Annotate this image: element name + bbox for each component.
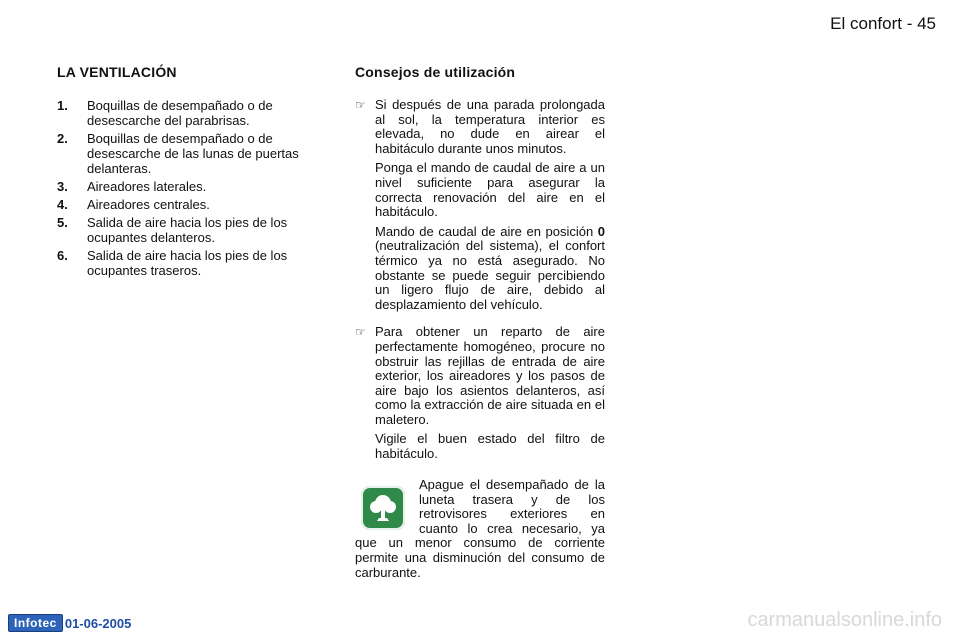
- footer: [8, 614, 131, 632]
- item-text: Salida de aire hacia los pies de los ocupantes traseros.: [87, 248, 288, 278]
- list-item: [57, 179, 322, 194]
- tip-text: (neutralización del sistema), el confort térmico ya no está asegurado. No obstante se puede seguir percibiendo un ligero flujo de aire, debido al desplazamiento del vehículo.: [375, 238, 605, 312]
- list-item: [57, 131, 322, 176]
- usage-tips-section: [355, 64, 605, 475]
- infotec-logo: Infotec: [8, 614, 63, 632]
- item-number: 6.: [57, 248, 68, 263]
- tip-paragraph: Vigile el buen estado del filtro de habitáculo.: [375, 431, 605, 462]
- list-item: [57, 248, 322, 278]
- item-number: 1.: [57, 98, 68, 113]
- tip-item: [355, 98, 605, 317]
- position-zero: 0: [597, 223, 605, 239]
- pointing-hand-icon: ☞: [355, 98, 366, 112]
- list-item: [57, 98, 322, 128]
- edition-date: 01-06-2005: [64, 615, 132, 631]
- item-text: Boquillas de desempañado o de desescarche de las lunas de puertas delanteras.: [87, 131, 299, 176]
- list-item: [57, 197, 322, 212]
- item-number: 4.: [57, 197, 68, 212]
- tip-paragraph: Si después de una parada prolongada al sol, la temperatura interior es elevada, no dude en airear el habitáculo durante unos minutos.: [375, 97, 605, 156]
- item-text: Salida de aire hacia los pies de los ocupantes delanteros.: [87, 215, 288, 245]
- page-header-title: El confort - 45: [830, 14, 936, 33]
- usage-tips-title: Consejos de utilización: [355, 64, 516, 80]
- tree-icon: [361, 486, 405, 530]
- ventilation-section: [57, 64, 322, 281]
- watermark: carmanualsonline.info: [747, 609, 942, 631]
- tip-paragraph: Para obtener un reparto de aire perfectamente homogéneo, procure no obstruir las rejillas de entrada de aire exterior, los aireadores y los pasos de aire bajo los asientos delanteros, así como la extracción de aire situada en el maletero.: [375, 324, 605, 427]
- pointing-hand-icon: ☞: [355, 325, 366, 340]
- item-text: Aireadores laterales.: [87, 179, 207, 194]
- item-number: 5.: [57, 215, 68, 230]
- item-text: Boquillas de desempañado o de desescarche del parabrisas.: [87, 98, 273, 128]
- item-text: Aireadores centrales.: [87, 197, 210, 212]
- list-item: [57, 215, 322, 245]
- tip-text: Mando de caudal de aire en posición: [375, 223, 594, 239]
- item-number: 2.: [57, 131, 68, 146]
- item-number: 3.: [57, 179, 68, 194]
- eco-text: Apague el desempañado de la luneta trasera y de los retrovisores exteriores en cuanto lo crea necesario, ya que un menor consumo de corriente permite una disminución del consumo de carburante.: [355, 477, 605, 580]
- eco-note: [355, 478, 605, 580]
- tip-paragraph: Ponga el mando de caudal de aire a un nivel suficiente para asegurar la correcta renovación del aire en el habitáculo.: [375, 160, 605, 220]
- tip-item: [355, 325, 605, 466]
- tip-paragraph: [375, 225, 605, 313]
- ventilation-title: LA VENTILACIÓN: [57, 64, 177, 80]
